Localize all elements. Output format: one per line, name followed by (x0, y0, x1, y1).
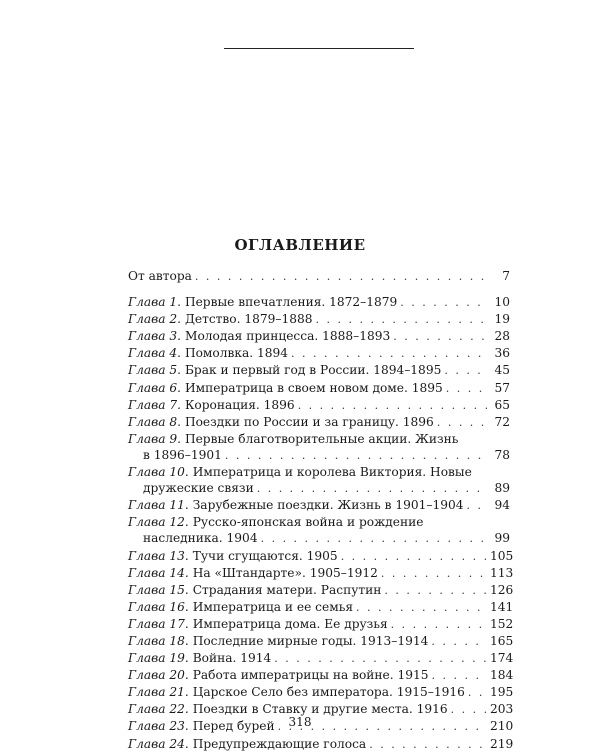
toc-entry[interactable] (128, 530, 510, 547)
dot-leader (467, 498, 488, 514)
page-number: 318 (288, 715, 312, 729)
chapter-label: Глава 23. (128, 719, 189, 734)
chapter-label: Глава 6. (128, 380, 181, 395)
toc-entry-text (143, 447, 222, 463)
toc-entry-page: 65 (494, 397, 510, 412)
chapter-label: Глава 11. (128, 498, 189, 513)
chapter-title: Перед бурей (192, 719, 275, 734)
toc-entry-text (128, 294, 397, 310)
toc-entry[interactable] (128, 736, 514, 753)
toc-entry-text (128, 380, 443, 396)
toc-entry-page: 152 (490, 616, 514, 631)
chapter-label: Глава 17. (128, 616, 189, 631)
chapter-label: Глава 1. (128, 295, 181, 310)
toc-entry[interactable] (128, 480, 510, 497)
chapter-label: Глава 9. (128, 431, 181, 446)
chapter-title: Императрица дома. Ее друзья (192, 616, 388, 631)
toc-entry-text (128, 497, 464, 513)
page-title: ОГЛАВЛЕНИЕ (234, 236, 366, 254)
toc-entry-text (128, 548, 338, 564)
chapter-title: Детство. 1879–1888 (184, 312, 313, 327)
chapter-label: Глава 14. (128, 565, 189, 580)
toc-entry-text (128, 650, 271, 666)
chapter-label: Глава 24. (128, 736, 189, 751)
dot-leader (298, 398, 487, 414)
dot-leader (369, 737, 487, 753)
chapter-title: Страдания матери. Распутин (192, 582, 382, 597)
dot-leader (195, 269, 487, 285)
toc-entry[interactable] (128, 431, 510, 447)
toc-entry[interactable] (128, 380, 510, 397)
toc-entry-text (128, 328, 390, 344)
toc-entry-text (128, 362, 441, 378)
dot-leader (257, 481, 487, 497)
chapter-label: Глава 3. (128, 329, 181, 344)
toc-entry-text (128, 414, 434, 430)
toc-entry-page: 78 (494, 447, 510, 462)
toc-entry[interactable] (128, 633, 514, 650)
toc-entry-text (128, 684, 465, 700)
toc-entry-text (143, 480, 254, 496)
toc-entry[interactable] (128, 397, 510, 414)
toc-entry-page: 45 (494, 363, 510, 378)
toc-entry-page: 165 (490, 633, 514, 648)
chapter-title: Последние мирные годы. 1913–1914 (192, 633, 429, 648)
chapter-title: Зарубежные поездки. Жизнь в 1901–1904 (192, 498, 464, 513)
toc-entry-page: 19 (494, 312, 510, 327)
toc-entry-page: 7 (502, 269, 510, 283)
toc-entry[interactable] (128, 464, 510, 480)
chapter-title: Императрица в своем новом доме. 1895 (184, 380, 443, 395)
toc-entry-text (128, 667, 429, 683)
chapter-label: Глава 12. (128, 515, 189, 530)
toc-entry[interactable] (128, 362, 510, 379)
toc-entry-text (128, 345, 288, 361)
chapter-title: в 1896–1901 (143, 447, 222, 462)
toc-entry-page: 99 (494, 531, 510, 546)
toc-entry-text (128, 431, 458, 447)
chapter-label: Глава 20. (128, 668, 189, 683)
chapter-title: Поездки по России и за границу. 1896 (184, 414, 434, 429)
dot-leader (274, 651, 487, 667)
toc-entry[interactable] (128, 345, 510, 362)
chapter-label: Глава 19. (128, 651, 189, 666)
dot-leader (437, 415, 487, 431)
table-of-contents (128, 268, 514, 753)
chapter-title: Русско-японская война и рождение (192, 515, 424, 530)
dot-leader (291, 346, 487, 362)
toc-entry-page: 184 (490, 668, 514, 683)
toc-entry-page: 105 (490, 548, 514, 563)
toc-entry-page: 28 (494, 329, 510, 344)
toc-entry[interactable] (128, 414, 510, 431)
chapter-label: Глава 13. (128, 548, 189, 563)
toc-entry[interactable] (128, 548, 514, 565)
toc-entry[interactable] (128, 497, 510, 514)
dot-leader (431, 634, 487, 650)
toc-entry-text (128, 397, 295, 413)
chapter-label: Глава 8. (128, 414, 181, 429)
toc-entry[interactable] (128, 311, 510, 328)
toc-entry-page: 141 (490, 599, 514, 614)
dot-leader (384, 583, 487, 599)
toc-entry-preface[interactable] (128, 268, 510, 285)
toc-entry[interactable] (128, 650, 514, 667)
chapter-title: Первые благотворительные акции. Жизнь (184, 431, 459, 446)
toc-entry-text (128, 633, 428, 649)
toc-entry[interactable] (128, 294, 510, 311)
dot-leader (356, 600, 487, 616)
toc-entry-page: 72 (494, 414, 510, 429)
chapter-label: Глава 10. (128, 465, 189, 480)
dot-leader (315, 312, 487, 328)
chapter-title: Молодая принцесса. 1888–1893 (184, 329, 391, 344)
dot-leader (393, 329, 487, 345)
chapter-label: Глава 16. (128, 599, 189, 614)
chapter-label: Глава 15. (128, 582, 189, 597)
toc-entry-page: 126 (490, 582, 514, 597)
chapter-title: дружеские связи (143, 481, 254, 496)
toc-entry-page: 94 (494, 498, 510, 513)
dot-leader (225, 448, 487, 464)
dot-leader (381, 566, 487, 582)
toc-entry-page: 89 (494, 481, 510, 496)
chapter-label: Глава 4. (128, 346, 181, 361)
toc-entry-page: 203 (490, 702, 514, 717)
dot-leader (468, 685, 487, 701)
chapter-label: Глава 18. (128, 633, 189, 648)
top-rule (224, 48, 414, 49)
chapter-title: Война. 1914 (192, 651, 272, 666)
toc-entry-page: 113 (490, 565, 514, 580)
chapter-title: Поездки в Ставку и другие места. 1916 (192, 702, 448, 717)
toc-entry-page: 195 (490, 685, 514, 700)
toc-entry-text (128, 582, 381, 598)
chapter-title: наследника. 1904 (143, 531, 258, 546)
toc-entry[interactable] (128, 599, 514, 616)
chapter-title: Первые впечатления. 1872–1879 (184, 295, 398, 310)
toc-entry-page: 10 (494, 295, 510, 310)
toc-entry-text (128, 599, 353, 615)
dot-leader (341, 549, 487, 565)
chapter-title: Императрица и королева Виктория. Новые (192, 465, 472, 480)
dot-leader (261, 531, 487, 547)
toc-entry[interactable] (128, 582, 514, 599)
toc-entry-text (128, 464, 472, 480)
toc-entry[interactable] (128, 616, 514, 633)
toc-entry-page: 57 (494, 380, 510, 395)
toc-entry[interactable] (128, 328, 510, 345)
chapter-title: Брак и первый год в России. 1894–1895 (184, 363, 442, 378)
chapter-title: Императрица и ее семья (192, 599, 354, 614)
chapter-title: Тучи сгущаются. 1905 (192, 548, 338, 563)
toc-entry-text (128, 565, 378, 581)
toc-entry-text (143, 530, 258, 546)
dot-leader (446, 381, 487, 397)
chapter-title: Работа императрицы на войне. 1915 (192, 668, 429, 683)
toc-entry-text (128, 616, 388, 632)
chapter-title: Царское Село без императора. 1915–1916 (192, 685, 465, 700)
chapter-title: Предупреждающие голоса (192, 736, 367, 751)
toc-entry[interactable] (128, 565, 514, 582)
toc-entry-page: 36 (494, 346, 510, 361)
chapter-title: На «Штандарте». 1905–1912 (192, 565, 378, 580)
toc-entry-page: 174 (490, 651, 514, 666)
chapter-title: Коронация. 1896 (184, 397, 295, 412)
toc-entry-page: 210 (490, 719, 514, 734)
toc-entry[interactable] (128, 514, 510, 530)
chapter-label: Глава 22. (128, 702, 189, 717)
chapter-title: Помолвка. 1894 (184, 346, 289, 361)
toc-entry-text (128, 311, 312, 327)
toc-entry-text (128, 514, 423, 530)
dot-leader (432, 668, 487, 684)
toc-entry[interactable] (128, 447, 510, 464)
chapter-label: Глава 2. (128, 312, 181, 327)
toc-entry[interactable] (128, 684, 514, 701)
chapter-label: Глава 5. (128, 363, 181, 378)
toc-entry-text (128, 736, 366, 752)
chapter-label: Глава 7. (128, 397, 181, 412)
toc-entry-page: 219 (490, 736, 514, 751)
chapter-label: Глава 21. (128, 685, 189, 700)
dot-leader (444, 363, 487, 379)
dot-leader (391, 617, 487, 633)
dot-leader (400, 295, 487, 311)
toc-entry-text: От автора (128, 269, 192, 283)
toc-entry[interactable] (128, 667, 514, 684)
